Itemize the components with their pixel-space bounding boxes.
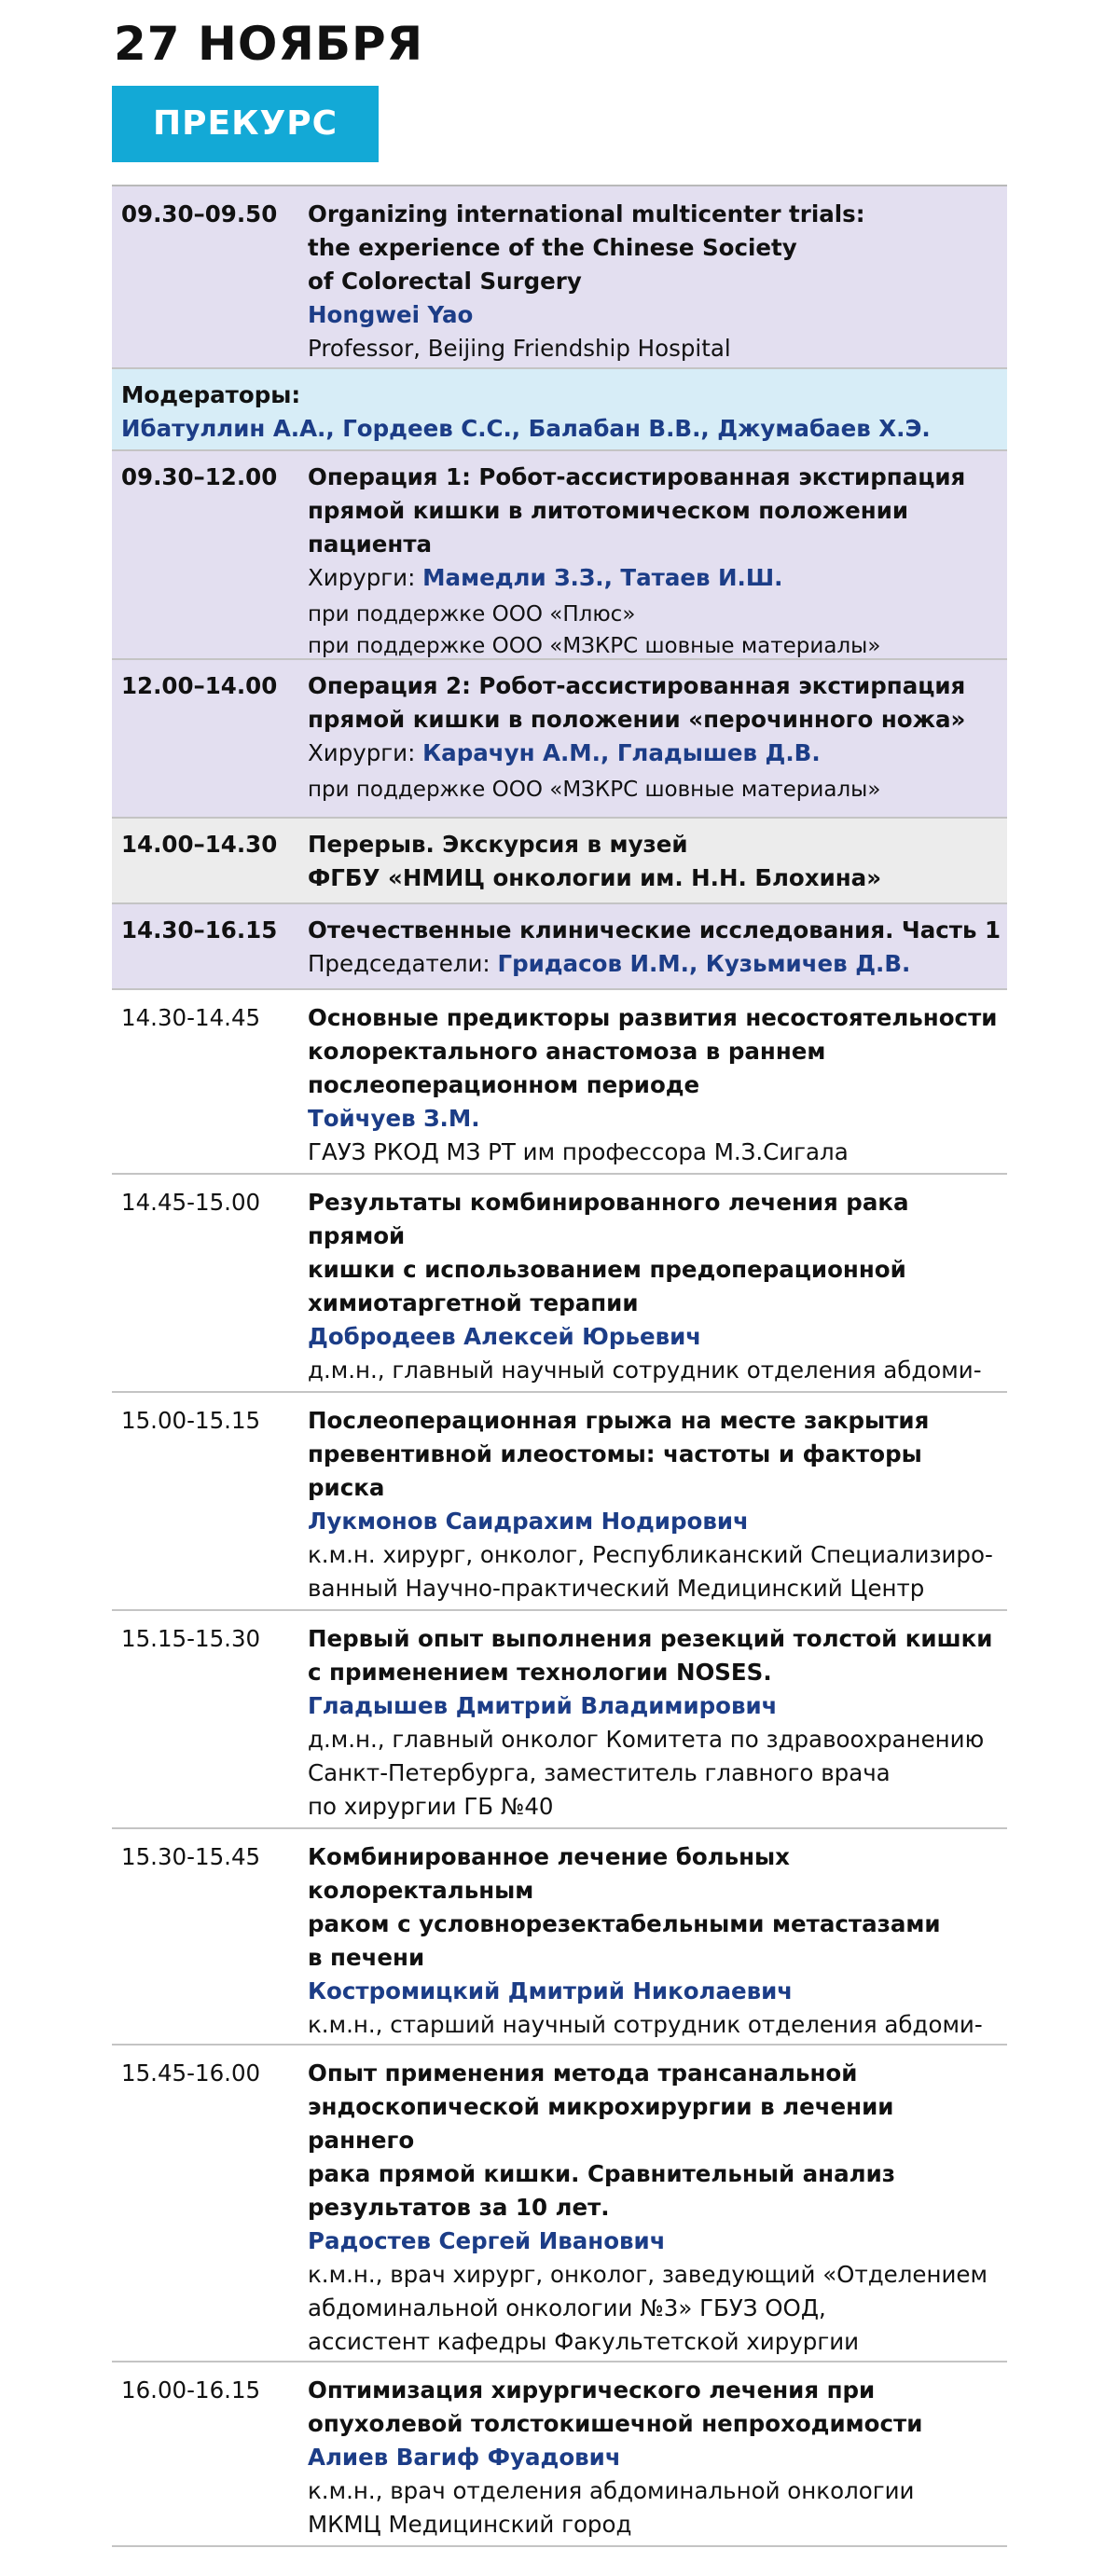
row-time: 15.15-15.30 bbox=[121, 1625, 261, 1652]
session-title: Операция 2: Робот-ассистированная экстирпация прямой кишки в положении «перочинного ножа» bbox=[308, 672, 966, 733]
chairs-names: Гридасов И.М., Кузьмичев Д.В. bbox=[497, 950, 911, 977]
talk-title: Послеоперационная грыжа на месте закрытия превентивной илеостомы: частоты и факторы риска bbox=[308, 1407, 930, 1501]
moderators-names: Ибатуллин А.А., Гордеев С.С., Балабан В.В., Джумабаев Х.Э. bbox=[121, 415, 931, 442]
speaker-affiliation: к.м.н., врач хирург, онколог, заведующий «Отделением абдоминальной онкологии №3» ГБУЗ ООД, ассистент кафедры Факультетской хирургии bbox=[308, 2261, 988, 2355]
row-time: 14.00–14.30 bbox=[121, 831, 278, 858]
surgeons-names: Мамедли З.З., Татаев И.Ш. bbox=[422, 564, 783, 591]
talk-title: Комбинированное лечение больных колоректальным раком с условнорезектабельными метастазами в печени bbox=[308, 1843, 941, 1971]
session-title: Операция 1: Робот-ассистированная экстирпация прямой кишки в литотомическом положении пациента bbox=[308, 463, 966, 558]
speaker-name: Гладышев Дмитрий Владимирович bbox=[308, 1692, 778, 1719]
talk-title: Оптимизация хирургического лечения при опухолевой толстокишечной непроходимости bbox=[308, 2376, 923, 2437]
speaker-affiliation: к.м.н., врач отделения абдоминальной онкологии МКМЦ Медицинский город bbox=[308, 2477, 915, 2538]
speaker-name: Лукмонов Саидрахим Нодирович bbox=[308, 1508, 749, 1535]
schedule-row bbox=[112, 819, 1007, 904]
schedule-row bbox=[112, 1829, 1007, 2046]
talk-title: Опыт применения метода трансанальной эндоскопической микрохирургии в лечении раннего рака прямой кишки. Сравнительный анализ результатов за 10 лет. bbox=[308, 2059, 895, 2221]
row-time: 15.45-16.00 bbox=[121, 2059, 261, 2087]
row-time: 16.00-16.15 bbox=[121, 2376, 261, 2404]
schedule-row bbox=[112, 660, 1007, 819]
speaker-affiliation: Professor, Beijing Friendship Hospital bbox=[308, 335, 731, 362]
chairs-line bbox=[308, 947, 1003, 981]
speaker-affiliation: к.м.н., старший научный сотрудник отделения абдоми- bbox=[308, 2011, 983, 2038]
row-time: 15.30-15.45 bbox=[121, 1843, 261, 1870]
speaker-name: Тойчуев З.М. bbox=[308, 1105, 480, 1132]
schedule-row bbox=[112, 2046, 1007, 2362]
surgeons-label: Хирурги: bbox=[308, 564, 423, 591]
schedule-row bbox=[112, 904, 1007, 990]
schedule-row bbox=[112, 1393, 1007, 1611]
section-badge: ПРЕКУРС bbox=[112, 86, 379, 162]
schedule-row bbox=[112, 186, 1007, 369]
schedule-row bbox=[112, 1611, 1007, 1829]
speaker-name: Hongwei Yao bbox=[308, 301, 474, 328]
speaker-affiliation: д.м.н., главный онколог Комитета по здравоохранению Санкт-Петербурга, заместитель главного врача по хирургии ГБ №40 bbox=[308, 1726, 985, 1820]
row-time: 12.00–14.00 bbox=[121, 672, 278, 699]
session-title: Отечественные клинические исследования. Часть 1 bbox=[308, 916, 1002, 944]
row-time: 09.30–12.00 bbox=[121, 463, 278, 490]
schedule-row bbox=[112, 2362, 1007, 2547]
row-time: 14.30-14.45 bbox=[121, 1004, 261, 1031]
surgeons-names: Карачун А.М., Гладышев Д.В. bbox=[422, 739, 821, 766]
speaker-name: Добродеев Алексей Юрьевич bbox=[308, 1323, 702, 1350]
speaker-name: Костромицкий Дмитрий Николаевич bbox=[308, 1977, 794, 2004]
break-title: Перерыв. Экскурсия в музей ФГБУ «НМИЦ онкологии им. Н.Н. Блохина» bbox=[308, 831, 882, 891]
speaker-name: Радостев Сергей Иванович bbox=[308, 2227, 666, 2254]
talk-title: Результаты комбинированного лечения рака прямой кишки с использованием предоперационной химиотаргетной терапии bbox=[308, 1189, 909, 1316]
row-time: 14.30–16.15 bbox=[121, 916, 278, 944]
talk-title: Первый опыт выполнения резекций толстой кишки с применением технологии NOSES. bbox=[308, 1625, 993, 1686]
schedule-row bbox=[112, 990, 1007, 1175]
support-note: при поддержке ООО «МЗКРС шовные материалы» bbox=[308, 778, 881, 802]
schedule-table bbox=[112, 185, 1007, 2547]
surgeons-label: Хирурги: bbox=[308, 739, 423, 766]
row-time: 14.45-15.00 bbox=[121, 1189, 261, 1216]
surgeons-line bbox=[308, 737, 1003, 770]
speaker-name: Алиев Вагиф Фуадович bbox=[308, 2444, 621, 2471]
support-note: при поддержке ООО «Плюс» при поддержке ООО «МЗКРС шовные материалы» bbox=[308, 602, 881, 658]
talk-title: Organizing international multicenter trials: the experience of the Chinese Society of Colorectal Surgery bbox=[308, 200, 865, 295]
row-time: 09.30–09.50 bbox=[121, 200, 278, 227]
moderators-row bbox=[112, 369, 1007, 451]
chairs-label: Председатели: bbox=[308, 950, 498, 977]
schedule-row bbox=[112, 451, 1007, 660]
program-page bbox=[112, 0, 1007, 2547]
speaker-affiliation: д.м.н., главный научный сотрудник отделения абдоми- bbox=[308, 1357, 982, 1384]
date-heading: 27 НОЯБРЯ bbox=[114, 17, 424, 71]
schedule-row bbox=[112, 1175, 1007, 1393]
surgeons-line bbox=[308, 561, 1003, 595]
speaker-affiliation: к.м.н. хирург, онколог, Республиканский Специализиро- ванный Научно-практический Медицинский Центр bbox=[308, 1541, 993, 1602]
row-time: 15.00-15.15 bbox=[121, 1407, 261, 1434]
moderators-label: Модераторы: bbox=[121, 381, 301, 408]
talk-title: Основные предикторы развития несостоятельности колоректального анастомоза в раннем послеоперационном периоде bbox=[308, 1004, 998, 1098]
speaker-affiliation: ГАУЗ РКОД МЗ РТ им профессора М.З.Сигала bbox=[308, 1138, 849, 1165]
